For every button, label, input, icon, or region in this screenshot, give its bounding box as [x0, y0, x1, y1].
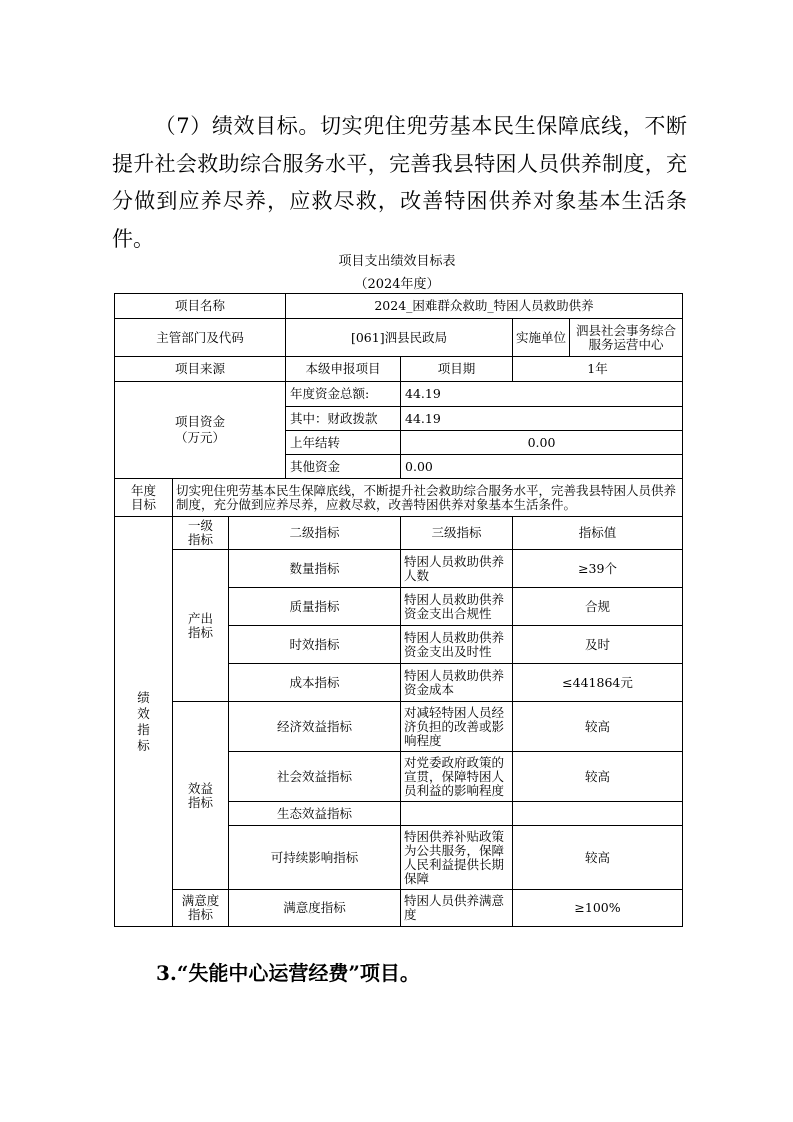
- project-name-value: 2024_困难群众救助_特困人员救助供养: [286, 294, 683, 319]
- period-label: 项目期: [401, 357, 513, 382]
- benefit-l2: 社会效益指标: [229, 752, 401, 802]
- satisfaction-l3: 特困人员供养满意度: [401, 890, 513, 927]
- satisfaction-value: ≥100%: [513, 890, 683, 927]
- fund-fiscal-value: 44.19: [401, 407, 683, 431]
- header-value: 指标值: [513, 517, 683, 550]
- annual-goal-label: [115, 479, 173, 517]
- header-level1: [173, 517, 229, 550]
- benefit-value: 较高: [513, 826, 683, 890]
- output-value: ≥39个: [513, 550, 683, 588]
- annual-goal-text: 切实兜住兜劳基本民生保障底线，不断提升社会救助综合服务水平，完善我县特困人员供养制度，充分做到应养尽养，应救尽救，改善特困供养对象基本生活条件。: [173, 479, 683, 517]
- table-row: [115, 890, 683, 927]
- performance-indicators-label: [115, 517, 173, 927]
- output-value: 合规: [513, 588, 683, 626]
- output-l3: 特困人员救助供养资金支出及时性: [401, 626, 513, 664]
- section-heading: 3.“失能中心运营经费”项目。: [156, 961, 420, 985]
- fund-total-label: 年度资金总额:: [286, 382, 401, 407]
- table-row: [115, 550, 683, 588]
- table-title: 项目支出绩效目标表: [338, 254, 456, 269]
- table-row: [115, 702, 683, 752]
- fund-carryover-label: 上年结转: [286, 431, 401, 455]
- funds-label-text: 项目资金（万元）: [174, 414, 225, 445]
- impl-value: 泗县社会事务综合服务运营中心: [570, 319, 683, 357]
- output-l3: 特困人员救助供养资金支出合规性: [401, 588, 513, 626]
- benefit-l3: 特困供养补贴政策为公共服务，保障人民利益提供长期保障: [401, 826, 513, 890]
- benefit-l3: 对党委政府政策的宣贯，保障特困人员利益的影响程度: [401, 752, 513, 802]
- output-l2: 数量指标: [229, 550, 401, 588]
- benefit-l3: 对减轻特困人员经济负担的改善或影响程度: [401, 702, 513, 752]
- benefit-l3: [401, 802, 513, 826]
- dept-label: 主管部门及代码: [115, 319, 286, 357]
- output-value: ≤441864元: [513, 664, 683, 702]
- output-l3: 特困人员救助供养资金成本: [401, 664, 513, 702]
- source-value: 本级申报项目: [286, 357, 401, 382]
- header-level2: 二级指标: [229, 517, 401, 550]
- output-l2: 时效指标: [229, 626, 401, 664]
- annual-goal-label-text: 年度目标: [130, 482, 156, 512]
- output-l2: 成本指标: [229, 664, 401, 702]
- header-level3: 三级指标: [401, 517, 513, 550]
- satisfaction-l2: 满意度指标: [229, 890, 401, 927]
- funds-label: [115, 382, 286, 479]
- benefit-value: [513, 802, 683, 826]
- fund-fiscal-label: 其中：财政拨款: [286, 407, 401, 431]
- benefit-l2: 经济效益指标: [229, 702, 401, 752]
- satisfaction-label-text: 满意度指标: [181, 893, 220, 922]
- benefit-l2: 生态效益指标: [229, 802, 401, 826]
- dept-value: [061]泗县民政局: [286, 319, 513, 357]
- fund-other-label: 其他资金: [286, 455, 401, 479]
- fund-total-value: 44.19: [401, 382, 683, 407]
- fund-carryover-value: 0.00: [401, 431, 683, 455]
- paragraph-text: （7）绩效目标。切实兜住兜劳基本民生保障底线，不断提升社会救助综合服务水平，完善我县特困人员供养制度，充分做到应养尽养，应救尽救，改善特困供养对象基本生活条件。: [112, 114, 687, 251]
- performance-goal-paragraph: [112, 108, 687, 258]
- table-year: （2024年度）: [354, 277, 440, 292]
- performance-target-table: [114, 293, 683, 927]
- output-indicators-label: [173, 550, 229, 702]
- benefit-indicators-label: [173, 702, 229, 890]
- satisfaction-label: [173, 890, 229, 927]
- fund-other-value: 0.00: [401, 455, 683, 479]
- output-l3: 特困人员救助供养人数: [401, 550, 513, 588]
- impl-label: 实施单位: [513, 319, 570, 357]
- benefit-value: 较高: [513, 702, 683, 752]
- source-label: 项目来源: [115, 357, 286, 382]
- benefit-value: 较高: [513, 752, 683, 802]
- project-name-label: 项目名称: [115, 294, 286, 319]
- table-row: [115, 357, 683, 382]
- table-row: [115, 382, 683, 407]
- table-row: [115, 319, 683, 357]
- table-row: [115, 479, 683, 517]
- output-l2: 质量指标: [229, 588, 401, 626]
- table-row: [115, 517, 683, 550]
- benefit-l2: 可持续影响指标: [229, 826, 401, 890]
- period-value: 1年: [513, 357, 683, 382]
- benefit-indicators-text: 效益指标: [187, 780, 213, 810]
- performance-indicators-text: 绩效指标: [137, 689, 150, 753]
- output-indicators-text: 产出指标: [187, 610, 213, 640]
- output-value: 及时: [513, 626, 683, 664]
- table-row: [115, 294, 683, 319]
- header-level1-text: 一级指标: [187, 518, 213, 547]
